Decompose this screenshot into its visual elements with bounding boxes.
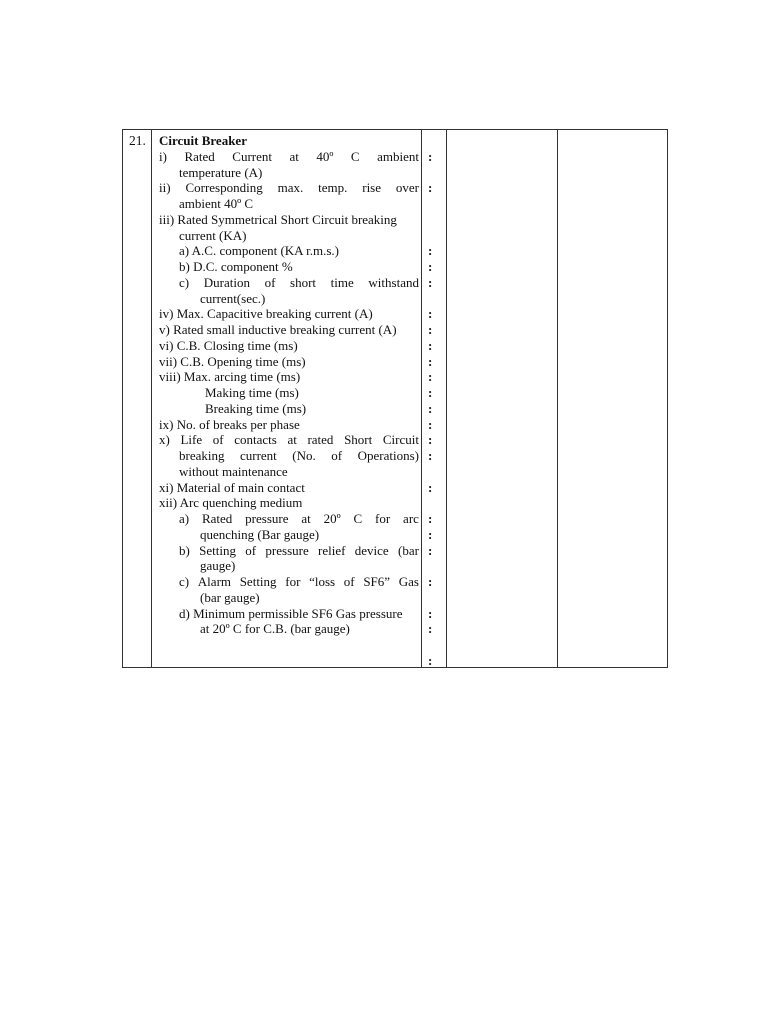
parameter-line bbox=[159, 527, 419, 543]
parameter-line bbox=[159, 543, 419, 559]
parameter-line bbox=[159, 480, 419, 496]
parameter-text: xii) Arc quenching medium bbox=[159, 495, 303, 511]
parameter-line bbox=[159, 511, 419, 527]
parameter-text: temperature (A) bbox=[179, 164, 263, 180]
parameter-text: ix) No. of breaks per phase bbox=[159, 416, 300, 432]
parameter-text: without maintenance bbox=[179, 463, 288, 479]
parameter-line bbox=[159, 322, 419, 338]
parameter-text: ii) Corresponding max. temp. rise over bbox=[159, 180, 419, 196]
parameter-text: a) A.C. component (KA r.m.s.) bbox=[179, 243, 339, 259]
colon-mark: : bbox=[428, 148, 433, 164]
parameter-line bbox=[159, 196, 419, 212]
parameter-text: iii) Rated Symmetrical Short Circuit breaking bbox=[159, 211, 397, 227]
colon-mark: : bbox=[428, 432, 433, 448]
section-title-row bbox=[159, 133, 419, 149]
parameter-text: xi) Material of main contact bbox=[159, 479, 305, 495]
parameter-line bbox=[159, 306, 419, 322]
parameter-text: d) Minimum permissible SF6 Gas pressure bbox=[179, 605, 403, 621]
parameter-line bbox=[159, 401, 419, 417]
parameter-text: Breaking time (ms) bbox=[205, 400, 307, 416]
colon-mark: : bbox=[428, 542, 433, 558]
parameter-text: ambient 40º C bbox=[179, 196, 254, 211]
parameter-line bbox=[159, 149, 419, 165]
parameter-line bbox=[159, 243, 419, 259]
colon-mark: : bbox=[428, 605, 433, 621]
parameter-text: c) Duration of short time withstand bbox=[179, 274, 419, 290]
parameter-text: c) Alarm Setting for “loss of SF6” Gas bbox=[179, 574, 419, 589]
column-divider-3 bbox=[446, 130, 447, 667]
parameter-text: Making time (ms) bbox=[205, 385, 299, 400]
colon-mark: : bbox=[428, 621, 433, 637]
colon-mark: : bbox=[428, 385, 433, 400]
colon-mark: : bbox=[428, 448, 433, 463]
colon-mark: : bbox=[428, 416, 433, 432]
parameter-line bbox=[159, 165, 419, 181]
colon-mark: : bbox=[428, 306, 433, 322]
colon-mark: : bbox=[428, 180, 433, 196]
parameter-line bbox=[159, 212, 419, 228]
colon-mark: : bbox=[428, 353, 433, 369]
parameter-line bbox=[159, 369, 419, 385]
parameter-text: current (KA) bbox=[179, 227, 247, 243]
column-divider-1 bbox=[151, 130, 152, 667]
parameter-line bbox=[159, 574, 419, 590]
parameter-text: a) Rated pressure at 20º C for arc bbox=[179, 511, 419, 526]
parameter-line bbox=[159, 558, 419, 574]
colon-mark: : bbox=[428, 400, 433, 416]
parameter-line bbox=[159, 495, 419, 511]
parameter-text: iv) Max. Capacitive breaking current (A) bbox=[159, 306, 373, 322]
parameter-text: vii) C.B. Opening time (ms) bbox=[159, 353, 306, 369]
parameter-text: current(sec.) bbox=[200, 290, 266, 306]
parameter-line bbox=[159, 606, 419, 622]
colon-mark: : bbox=[428, 652, 433, 668]
parameter-line bbox=[159, 259, 419, 275]
section-title: Circuit Breaker bbox=[159, 133, 247, 148]
parameter-line bbox=[159, 180, 419, 196]
column-divider-2 bbox=[421, 130, 422, 667]
parameter-line bbox=[159, 354, 419, 370]
parameter-line bbox=[159, 417, 419, 433]
colon-mark: : bbox=[428, 511, 433, 526]
colon-mark: : bbox=[428, 479, 433, 495]
parameter-text: b) D.C. component % bbox=[179, 259, 293, 274]
colon-mark: : bbox=[428, 274, 433, 290]
colon-mark: : bbox=[428, 369, 433, 385]
item-number: 21. bbox=[129, 133, 146, 148]
parameter-text: viii) Max. arcing time (ms) bbox=[159, 369, 301, 385]
parameter-text: at 20º C for C.B. (bar gauge) bbox=[200, 621, 350, 637]
parameter-text: x) Life of contacts at rated Short Circuit bbox=[159, 432, 419, 448]
parameter-line bbox=[159, 432, 419, 448]
parameter-text: v) Rated small inductive breaking current (A) bbox=[159, 322, 397, 337]
parameter-line bbox=[159, 228, 419, 244]
colon-mark: : bbox=[428, 259, 433, 274]
colon-mark: : bbox=[428, 322, 433, 337]
specification-table bbox=[122, 129, 668, 668]
parameter-text: (bar gauge) bbox=[200, 589, 260, 605]
parameter-line bbox=[159, 338, 419, 354]
parameter-line bbox=[159, 275, 419, 291]
parameter-text: b) Setting of pressure relief device (bar bbox=[179, 542, 419, 558]
parameter-list bbox=[159, 133, 419, 637]
parameter-text: gauge) bbox=[200, 558, 236, 574]
parameter-line bbox=[159, 448, 419, 464]
colon-mark: : bbox=[428, 243, 433, 259]
parameter-text: vi) C.B. Closing time (ms) bbox=[159, 337, 298, 353]
parameter-text: breaking current (No. of Operations) bbox=[179, 448, 419, 463]
parameter-line bbox=[159, 590, 419, 606]
colon-mark: : bbox=[428, 574, 433, 589]
parameter-line bbox=[159, 385, 419, 401]
parameter-line bbox=[159, 621, 419, 637]
colon-mark: : bbox=[428, 337, 433, 353]
parameter-line bbox=[159, 291, 419, 307]
parameter-text: i) Rated Current at 40º C ambient bbox=[159, 148, 419, 164]
column-divider-4 bbox=[557, 130, 558, 667]
parameter-text: quenching (Bar gauge) bbox=[200, 526, 320, 542]
parameter-line bbox=[159, 464, 419, 480]
colon-mark: : bbox=[428, 526, 433, 542]
